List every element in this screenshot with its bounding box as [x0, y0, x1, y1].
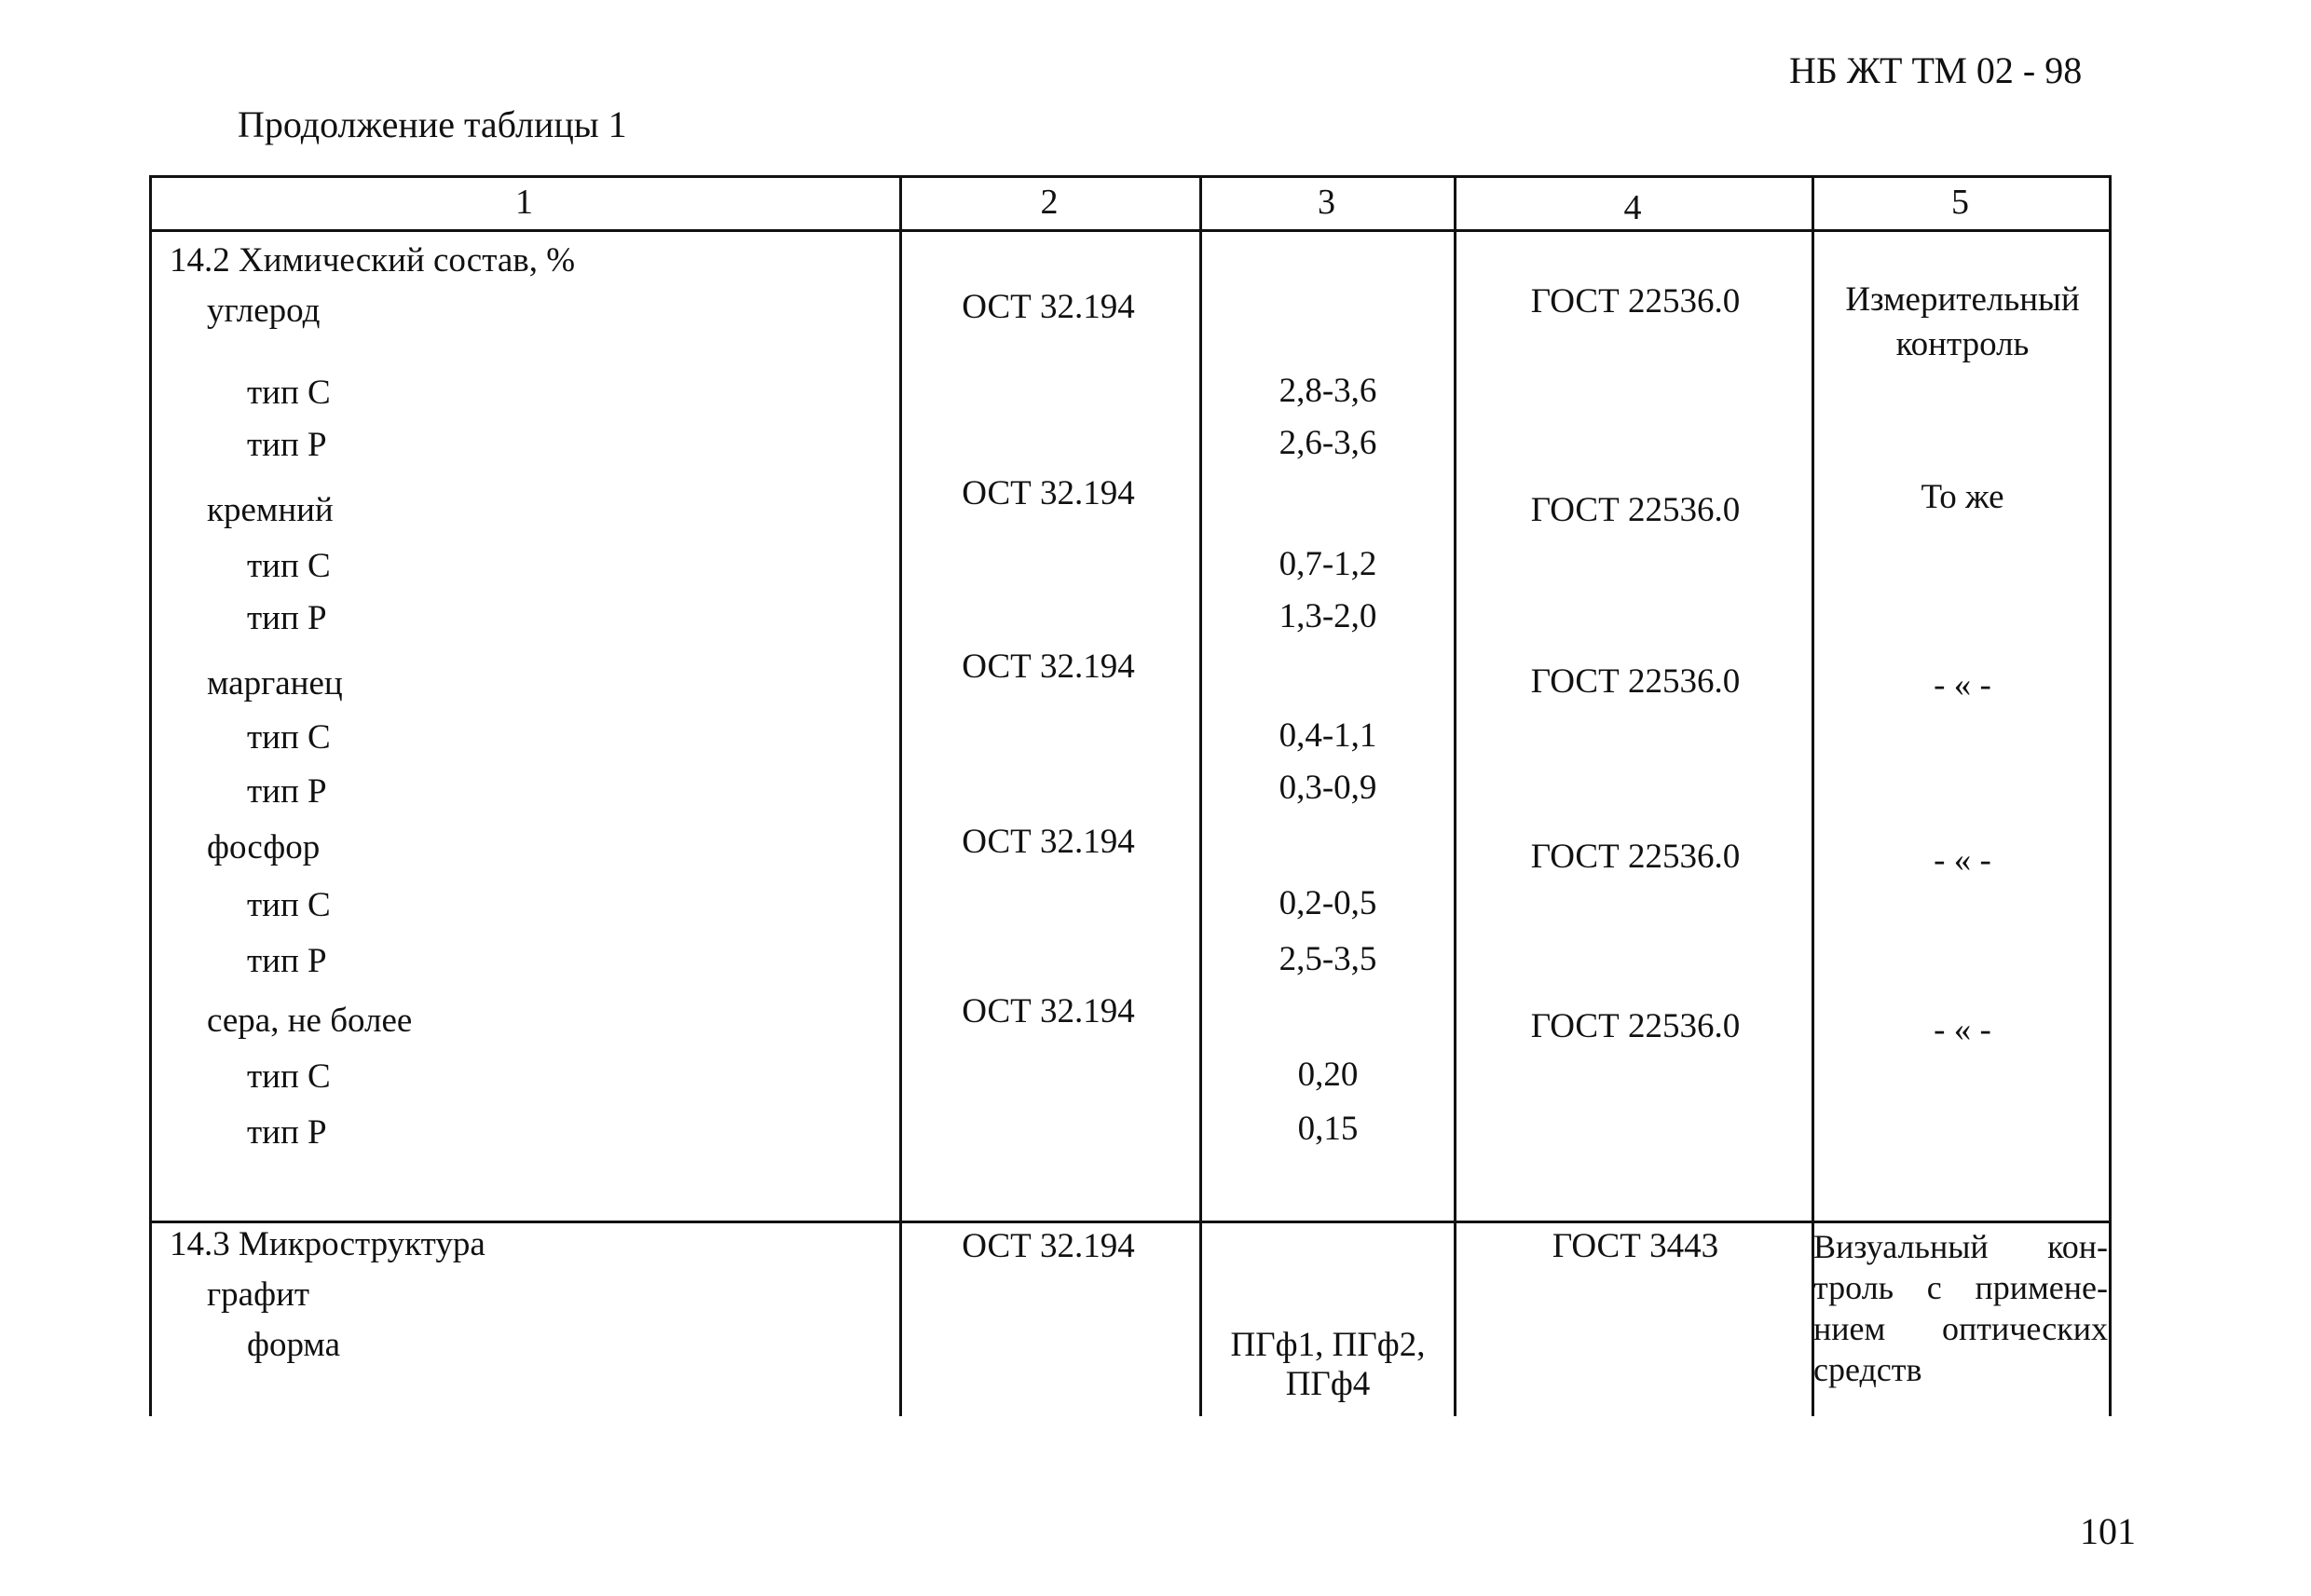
control-type: - « - [1934, 841, 1991, 880]
value-range: 2,5-3,5 [1279, 940, 1377, 978]
value-range: 0,4-1,1 [1279, 716, 1377, 755]
element-name: марганец [207, 664, 343, 703]
type-label: тип С [247, 374, 331, 412]
standard-doc: ОСТ 32.194 [962, 823, 1135, 861]
page-number: 101 [2080, 1510, 2136, 1552]
type-label: тип Р [247, 599, 327, 637]
standard-doc: ОСТ 32.194 [962, 1227, 1135, 1265]
type-label: тип Р [247, 942, 327, 980]
control-line: нием оптических [1813, 1310, 2108, 1347]
element-name: сера, не более [207, 1002, 413, 1040]
standard-doc: ОСТ 32.194 [962, 288, 1135, 326]
type-label: тип С [247, 886, 331, 924]
test-method: ГОСТ 22536.0 [1530, 491, 1741, 529]
test-method: ГОСТ 22536.0 [1530, 838, 1741, 876]
type-label: тип С [247, 547, 331, 585]
column-header-2: 2 [1040, 183, 1059, 222]
section-title: 14.3 Микроструктура [170, 1225, 485, 1263]
col-border-3-4 [1454, 175, 1456, 1416]
control-line: троль с примене- [1813, 1269, 2108, 1306]
test-method: ГОСТ 22536.0 [1530, 1007, 1741, 1045]
document-code: НБ ЖТ ТМ 02 - 98 [1789, 49, 2083, 91]
type-label: тип Р [247, 426, 327, 464]
control-type: - « - [1934, 666, 1991, 704]
value-range: 1,3-2,0 [1279, 597, 1377, 635]
value-range: 2,6-3,6 [1279, 424, 1377, 462]
column-header-4: 4 [1623, 188, 1642, 227]
column-header-3: 3 [1318, 183, 1335, 222]
graphite-label: графит [207, 1275, 310, 1314]
header-bottom-border [149, 229, 2112, 232]
value-range: 2,8-3,6 [1279, 372, 1377, 410]
section-title: 14.2 Химический состав, % [170, 241, 576, 280]
test-method: ГОСТ 3443 [1552, 1227, 1719, 1265]
type-label: тип С [247, 718, 331, 757]
form-label: форма [247, 1326, 340, 1364]
value-single: 0,15 [1297, 1110, 1359, 1148]
control-line: Визуальный кон- [1813, 1228, 2108, 1265]
table-caption: Продолжение таблицы 1 [238, 103, 627, 145]
control-type: - « - [1934, 1011, 1991, 1049]
form-value: ПГф1, ПГф2, [1230, 1326, 1426, 1364]
value-range: 0,7-1,2 [1279, 545, 1377, 583]
control-type: Измерительный контроль [1845, 280, 2080, 363]
control-type: То же [1921, 478, 2004, 516]
standard-doc: ОСТ 32.194 [962, 474, 1135, 512]
value-range: 0,2-0,5 [1279, 884, 1377, 922]
value-single: 0,20 [1297, 1056, 1359, 1094]
standard-doc: ОСТ 32.194 [962, 992, 1135, 1030]
column-header-1: 1 [515, 183, 533, 222]
type-label: тип Р [247, 1113, 327, 1152]
type-label: тип Р [247, 772, 327, 811]
element-name: кремний [207, 491, 334, 529]
column-header-5: 5 [1951, 183, 1969, 222]
element-name: фосфор [207, 828, 321, 866]
standard-doc: ОСТ 32.194 [962, 648, 1135, 686]
control-line: средств [1813, 1351, 1922, 1388]
requirements-table [149, 175, 2112, 1416]
element-name: углерод [207, 292, 321, 330]
table-top-border [149, 175, 2112, 178]
test-method: ГОСТ 22536.0 [1530, 282, 1741, 321]
value-range: 0,3-0,9 [1279, 769, 1377, 807]
section-divider [149, 1221, 2112, 1223]
test-method: ГОСТ 22536.0 [1530, 662, 1741, 701]
col-border-left [149, 175, 152, 1416]
type-label: тип С [247, 1057, 331, 1096]
form-value: ПГф4 [1285, 1365, 1371, 1403]
